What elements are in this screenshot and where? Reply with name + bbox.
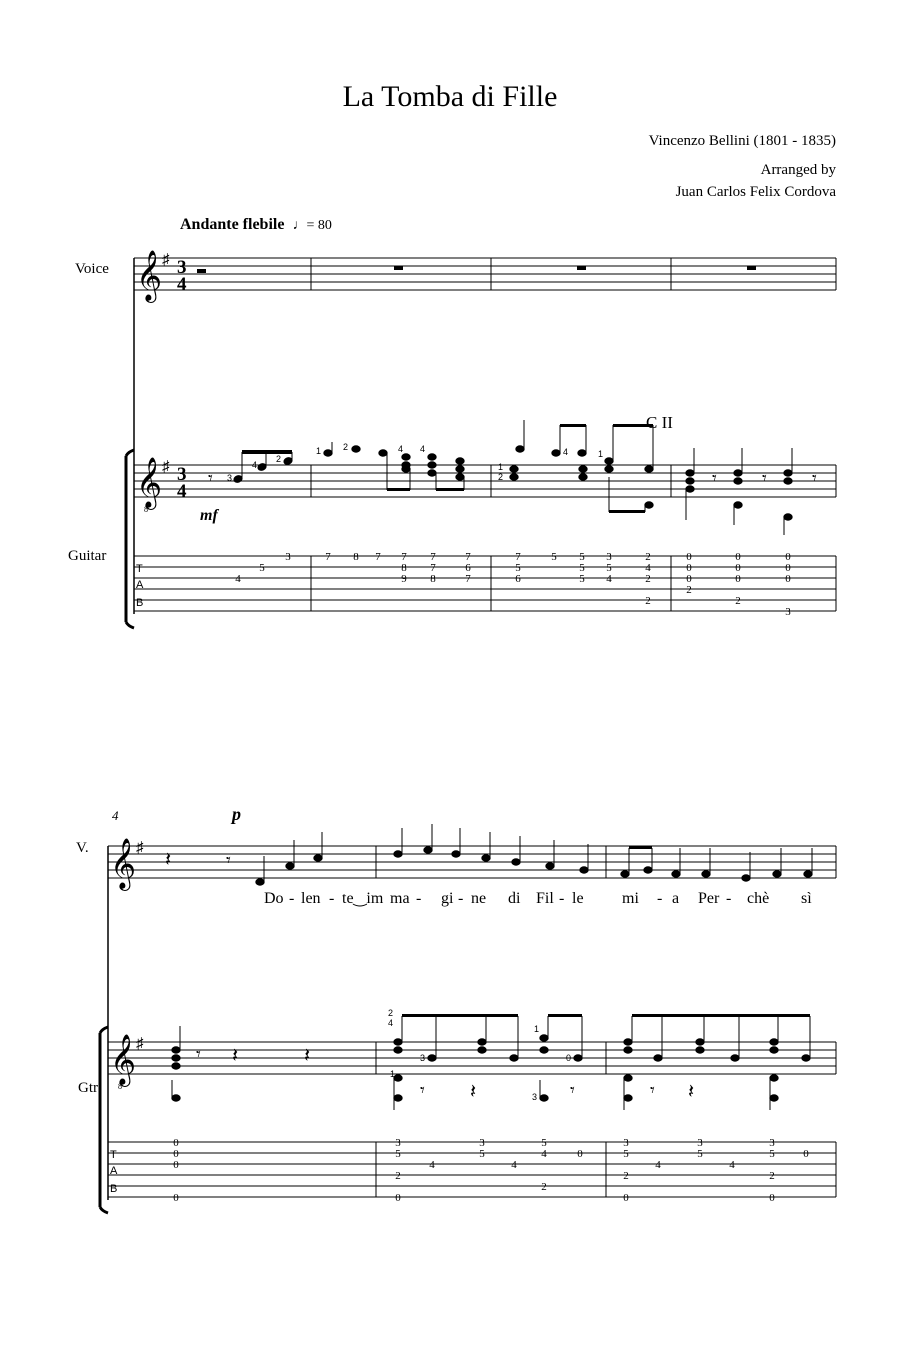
fingering: 1 (534, 1024, 540, 1034)
svg-text:5: 5 (579, 551, 585, 563)
svg-text:5: 5 (395, 1148, 401, 1160)
lyric-hyphen: - (458, 890, 464, 907)
octave-8-mark: 8 (118, 1082, 122, 1091)
quarter-rest: 𝄽 (304, 1045, 311, 1067)
svg-text:7: 7 (430, 551, 436, 563)
svg-text:7: 7 (401, 551, 407, 563)
lyric-syllable: sì (801, 890, 812, 907)
fingering: 4 (420, 444, 426, 454)
svg-text:5: 5 (579, 573, 585, 585)
svg-text:5: 5 (541, 1137, 547, 1149)
svg-text:0: 0 (686, 573, 692, 585)
fingering: 3 (532, 1092, 538, 1102)
svg-text:0: 0 (769, 1192, 775, 1204)
whole-rest (747, 266, 756, 270)
eighth-rest: 𝄾 (570, 1080, 575, 1100)
guitar-m3-notes (510, 420, 653, 513)
svg-text:3: 3 (697, 1137, 703, 1149)
svg-text:0: 0 (395, 1192, 401, 1204)
composer: Vincenzo Bellini (1801 - 1835) (648, 133, 836, 149)
svg-text:0: 0 (735, 573, 741, 585)
quarter-rest: 𝄽 (470, 1081, 477, 1103)
lyric-syllable: le (572, 890, 584, 907)
fingering: 3 (420, 1053, 426, 1063)
fingering: 2 (498, 472, 504, 482)
whole-rest (394, 266, 403, 270)
fingering: 4 (252, 460, 258, 470)
quarter-rest: 𝄽 (232, 1045, 239, 1067)
quarter-note-icon: ♩ (292, 218, 307, 233)
voice-short-label: V. (76, 840, 89, 856)
lyric-syllable: Do (264, 890, 284, 907)
svg-text:2: 2 (541, 1181, 547, 1193)
tab-numbers-system-2 (173, 1137, 809, 1204)
svg-text:7: 7 (515, 551, 521, 563)
tab-letter-a: A (136, 579, 144, 591)
piece-title: La Tomba di Fille (342, 80, 558, 113)
svg-text:8: 8 (353, 551, 359, 563)
svg-text:0: 0 (686, 551, 692, 563)
fingering: 2 (388, 1008, 394, 1018)
fingering: 4 (563, 447, 569, 457)
fingering: 1 (498, 462, 504, 472)
svg-text:0: 0 (803, 1148, 809, 1160)
svg-text:8: 8 (430, 573, 436, 585)
svg-text:5: 5 (515, 562, 521, 574)
svg-text:5: 5 (769, 1148, 775, 1160)
svg-text:2: 2 (395, 1170, 401, 1182)
svg-text:3: 3 (285, 551, 291, 563)
svg-text:0: 0 (785, 573, 791, 585)
svg-text:0: 0 (735, 562, 741, 574)
svg-text:5: 5 (479, 1148, 485, 1160)
arranger-label: Arranged by (760, 162, 836, 178)
svg-text:8: 8 (401, 562, 407, 574)
half-rest (197, 269, 206, 273)
lyric-syllable: mi (622, 890, 639, 907)
lyric-syllable: te‿im (342, 890, 384, 907)
lyric-hyphen: - (289, 890, 295, 907)
lyric-hyphen: - (559, 890, 565, 907)
sharp-icon: ♯ (136, 1036, 144, 1052)
fingering: 1 (316, 446, 322, 456)
voice-staff-2 (108, 846, 836, 878)
treble-clef-icon: 𝄞 (110, 839, 137, 888)
svg-text:0: 0 (173, 1159, 179, 1171)
svg-text:0: 0 (735, 551, 741, 563)
lyric-syllable: Per (698, 890, 720, 907)
treble-clef-8vb-icon: 𝄞 (136, 458, 163, 507)
lyric-syllable: Fil (536, 890, 554, 907)
measure-number: 4 (112, 808, 119, 823)
svg-text:4: 4 (729, 1159, 735, 1171)
guitar-staff-2 (108, 1042, 836, 1074)
lyric-syllable: ma (390, 890, 410, 907)
guitar-label: Guitar (68, 548, 107, 564)
svg-text:0: 0 (785, 551, 791, 563)
tempo-text: Andante flebile (180, 216, 285, 233)
svg-text:0: 0 (623, 1192, 629, 1204)
svg-text:4: 4 (511, 1159, 517, 1171)
lyric-syllable: chè (747, 890, 770, 907)
octave-8-mark: 8 (144, 505, 148, 514)
lyrics (264, 890, 812, 907)
treble-clef-8vb-icon: 𝄞 (110, 1035, 137, 1084)
svg-text:3: 3 (785, 606, 791, 618)
svg-text:0: 0 (785, 562, 791, 574)
svg-text:4: 4 (429, 1159, 435, 1171)
svg-text:7: 7 (325, 551, 331, 563)
fingering: 2 (343, 442, 349, 452)
svg-text:0: 0 (173, 1192, 179, 1204)
tab-letter-a: A (110, 1165, 118, 1177)
eighth-rest: 𝄾 (208, 468, 213, 488)
svg-text:5: 5 (623, 1148, 629, 1160)
eighth-rest: 𝄾 (226, 850, 231, 870)
svg-text:3: 3 (395, 1137, 401, 1149)
metronome-value: = 80 (306, 218, 332, 233)
guitar-s2-m1-notes (172, 1026, 180, 1101)
svg-text:4: 4 (541, 1148, 547, 1160)
svg-text:0: 0 (173, 1148, 179, 1160)
svg-text:6: 6 (465, 562, 471, 574)
lyric-syllable: ne (471, 890, 487, 907)
svg-text:2: 2 (645, 573, 651, 585)
svg-text:2: 2 (645, 551, 651, 563)
eighth-rest: 𝄾 (650, 1080, 655, 1100)
svg-text:4: 4 (235, 573, 241, 585)
tab-staff-2 (108, 1142, 836, 1197)
lyric-syllable: gi (441, 890, 454, 907)
fingering: 1 (390, 1069, 396, 1079)
fingering: 3 (227, 473, 233, 483)
guitar-bracket (126, 450, 134, 628)
svg-text:7: 7 (375, 551, 381, 563)
lyric-hyphen: - (657, 890, 663, 907)
arranger-name: Juan Carlos Felix Cordova (675, 184, 836, 200)
lyric-syllable: a (672, 890, 680, 907)
svg-text:3: 3 (769, 1137, 775, 1149)
svg-text:5: 5 (551, 551, 557, 563)
svg-text:6: 6 (515, 573, 521, 585)
svg-text:5: 5 (259, 562, 265, 574)
dynamic-mf: mf (200, 507, 218, 524)
svg-text:5: 5 (697, 1148, 703, 1160)
sharp-icon: ♯ (162, 252, 170, 268)
voice-staff (134, 258, 836, 290)
svg-text:4: 4 (606, 573, 612, 585)
quarter-rest: 𝄽 (688, 1081, 695, 1103)
sharp-icon: ♯ (162, 459, 170, 475)
svg-text:7: 7 (430, 562, 436, 574)
svg-text:2: 2 (645, 595, 651, 607)
fingering: 1 (598, 449, 604, 459)
time-sig-top: 3 (177, 464, 187, 485)
eighth-rest: 𝄾 (420, 1080, 425, 1100)
svg-text:9: 9 (401, 573, 407, 585)
svg-text:3: 3 (479, 1137, 485, 1149)
lyric-hyphen: - (726, 890, 732, 907)
svg-text:2: 2 (623, 1170, 629, 1182)
sharp-icon: ♯ (136, 840, 144, 856)
time-sig-bottom: 4 (177, 481, 187, 502)
tab-letter-b: B (110, 1183, 118, 1195)
dynamic-p: p (232, 804, 241, 824)
eighth-rest: 𝄾 (812, 468, 817, 488)
fingering: 0 (566, 1053, 572, 1063)
svg-text:2: 2 (686, 584, 692, 596)
time-sig-bottom: 4 (177, 274, 187, 295)
fingering: 4 (398, 444, 404, 454)
voice-notes (256, 824, 812, 885)
lyric-hyphen: - (329, 890, 335, 907)
guitar-short-label: Gtr (78, 1080, 98, 1096)
treble-clef-icon: 𝄞 (136, 251, 163, 300)
fingering: 2 (276, 454, 282, 464)
svg-text:7: 7 (465, 551, 471, 563)
lyric-hyphen: - (416, 890, 422, 907)
voice-label: Voice (75, 261, 109, 277)
barre-marking: C II (646, 413, 673, 432)
system-2 (100, 804, 836, 1213)
svg-text:0: 0 (173, 1137, 179, 1149)
time-sig-top: 3 (177, 257, 187, 278)
svg-text:4: 4 (655, 1159, 661, 1171)
eighth-rest: 𝄾 (762, 468, 767, 488)
system-1 (126, 251, 836, 628)
tab-numbers-system-1 (235, 551, 791, 618)
svg-text:5: 5 (579, 562, 585, 574)
eighth-rest: 𝄾 (196, 1044, 201, 1064)
svg-text:3: 3 (606, 551, 612, 563)
lyric-syllable: len (301, 890, 321, 907)
svg-text:7: 7 (465, 573, 471, 585)
svg-text:2: 2 (735, 595, 741, 607)
guitar-m1-notes (233, 450, 293, 483)
svg-text:5: 5 (606, 562, 612, 574)
eighth-rest: 𝄾 (712, 468, 717, 488)
svg-text:3: 3 (623, 1137, 629, 1149)
tab-letter-t: T (136, 563, 143, 575)
tab-letter-t: T (110, 1149, 117, 1161)
svg-text:4: 4 (645, 562, 651, 574)
lyric-syllable: di (508, 890, 521, 907)
quarter-rest: 𝄽 (165, 849, 172, 871)
svg-text:0: 0 (577, 1148, 583, 1160)
guitar-bracket (100, 1027, 108, 1213)
svg-text:2: 2 (769, 1170, 775, 1182)
guitar-m4-notes (686, 448, 792, 535)
tab-letter-b: B (136, 597, 144, 609)
whole-rest (577, 266, 586, 270)
fingering: 4 (388, 1018, 394, 1028)
svg-text:0: 0 (686, 562, 692, 574)
